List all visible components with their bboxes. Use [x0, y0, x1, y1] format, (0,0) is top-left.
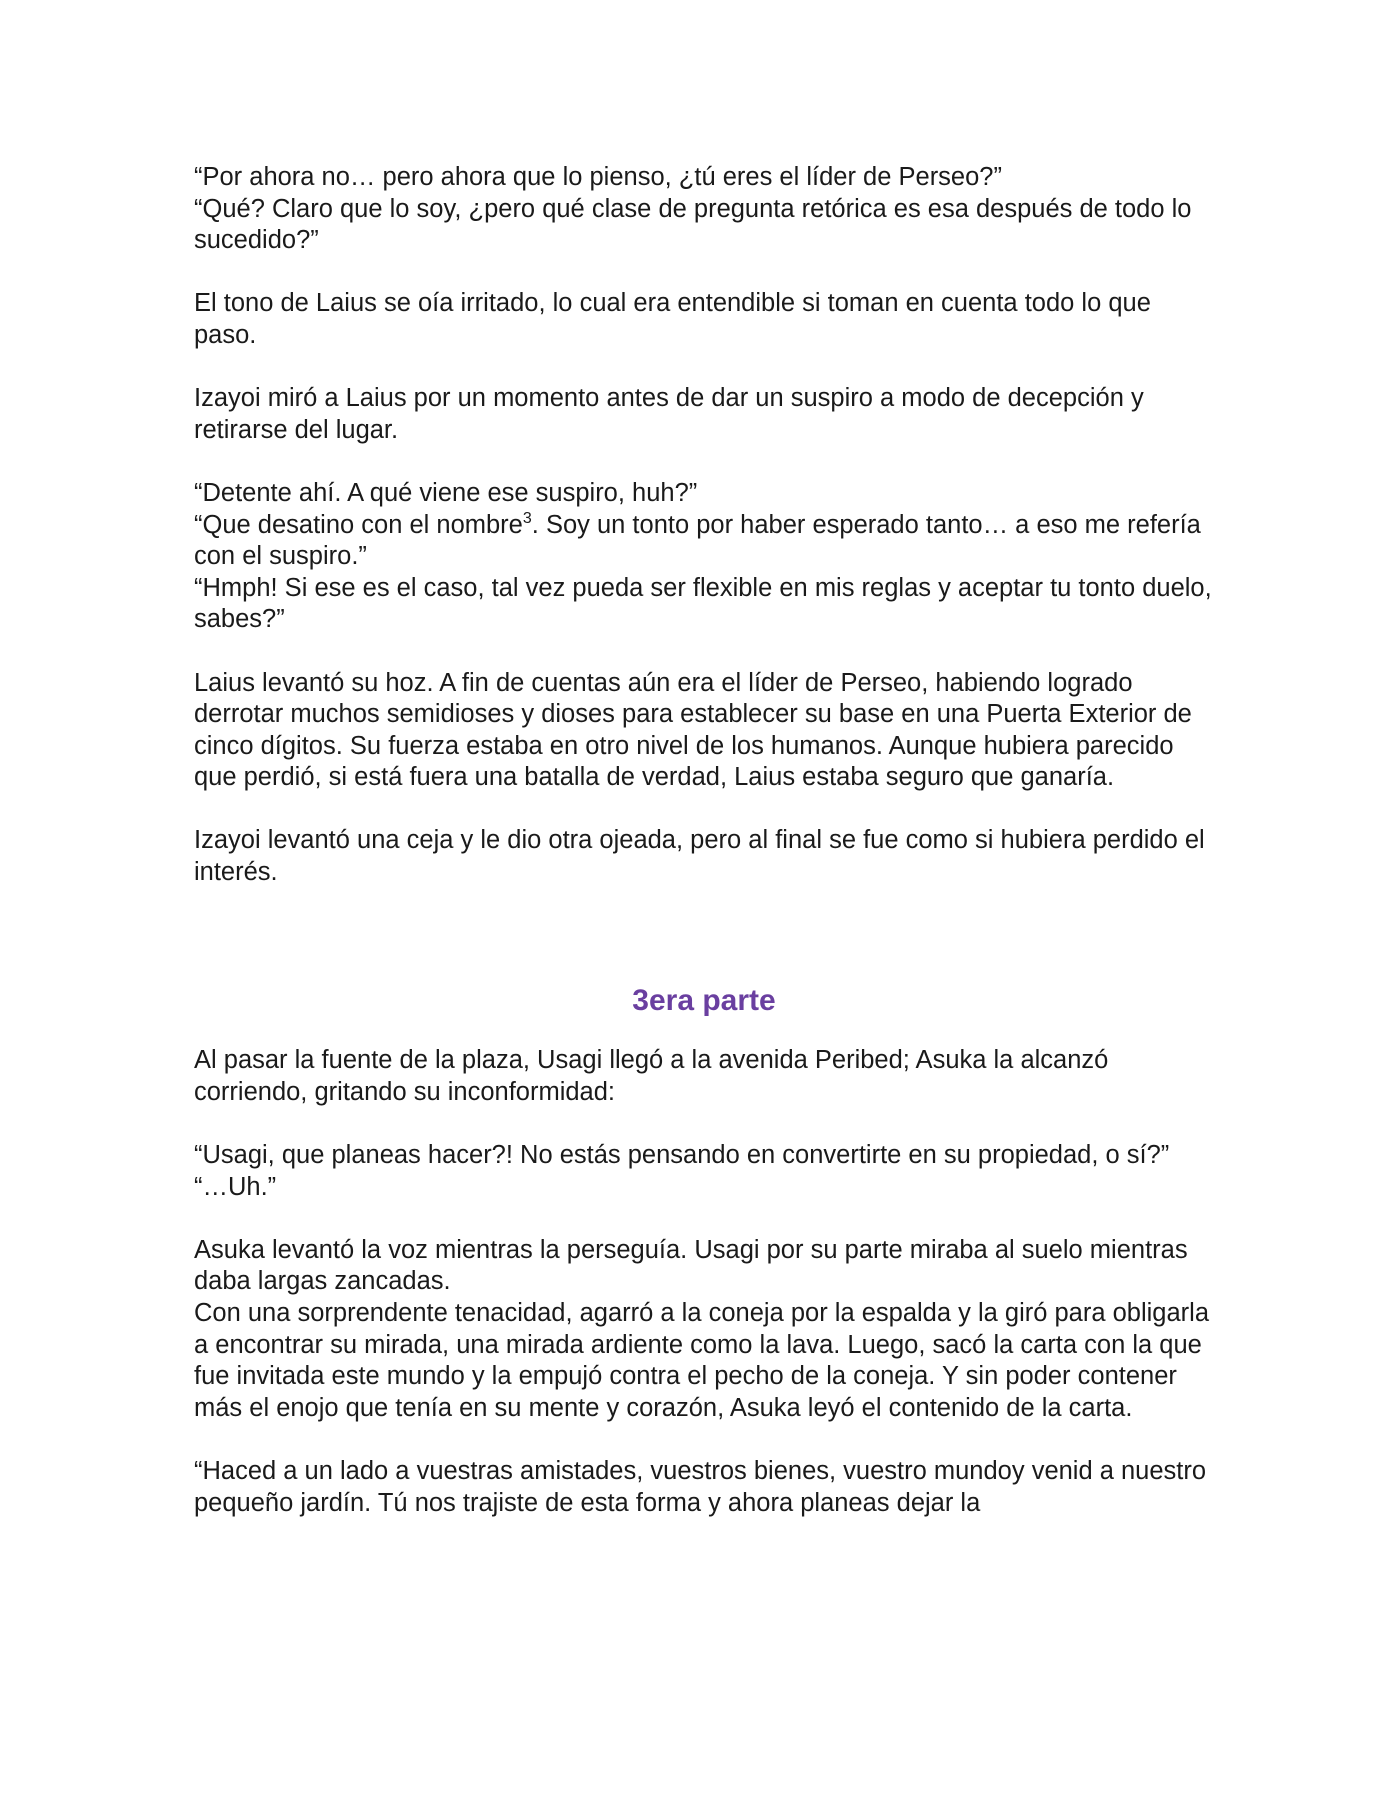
- paragraph: [194, 1235, 1214, 1425]
- paragraph: [194, 478, 1214, 636]
- paragraph: [194, 383, 1214, 446]
- narration-line: El tono de Laius se oía irritado, lo cual era entendible si toman en cuenta todo lo que paso.: [194, 289, 1151, 349]
- paragraph: [194, 1140, 1214, 1203]
- narration-line: Con una sorprendente tenacidad, agarró a la coneja por la espalda y la giró para obligarla a encontrar su mirada, una mirada ardiente como la lava. Luego, sacó la carta con la que fue invitada este mundo y la empujó contra el pecho de la coneja. Y sin poder contener más el enojo que tenía en su mente y corazón, Asuka leyó el contenido de la carta.: [194, 1299, 1210, 1422]
- narration-line: Laius levantó su hoz. A fin de cuentas aún era el líder de Perseo, habiendo logrado derrotar muchos semidioses y dioses para establecer su base en una Puerta Exterior de cinco dígitos. Su fuerza estaba en otro nivel de los humanos. Aunque hubiera parecido que perdió, si está fuera una batalla de verdad, Laius estaba seguro que ganaría.: [194, 668, 1192, 792]
- section-heading: 3era parte: [632, 984, 776, 1018]
- paragraph: [194, 288, 1214, 351]
- narration-line: Al pasar la fuente de la plaza, Usagi llegó a la avenida Peribed; Asuka la alcanzó corriendo, gritando su inconformidad:: [194, 1046, 1109, 1106]
- narration-line: Asuka levantó la voz mientras la perseguía. Usagi por su parte miraba al suelo mientras daba largas zancadas.: [194, 1235, 1188, 1296]
- dialogue-line: “…Uh.”: [194, 1172, 277, 1201]
- text-before-heading: [194, 162, 1214, 889]
- footnote-marker: 3: [522, 509, 532, 527]
- narration-line: Izayoi levantó una ceja y le dio otra ojeada, pero al final se fue como si hubiera perdido el interés.: [194, 826, 1205, 887]
- dialogue-line: “Por ahora no… pero ahora que lo pienso, ¿tú eres el líder de Perseo?”: [194, 163, 1002, 191]
- paragraph: [194, 1045, 1214, 1108]
- text-after-heading: [194, 1045, 1214, 1519]
- spacer: [194, 920, 1214, 983]
- document-page: [194, 162, 1214, 1551]
- dialogue-line: “Qué? Claro que lo soy, ¿pero qué clase de pregunta retórica es esa después de todo lo sucedido?”: [194, 194, 1192, 255]
- paragraph: [194, 162, 1214, 257]
- dialogue-line: “Usagi, que planeas hacer?! No estás pensando en convertirte en su propiedad, o sí?”: [194, 1141, 1170, 1170]
- dialogue-line: “Hmph! Si ese es el caso, tal vez pueda ser flexible en mis reglas y aceptar tu tonto duelo, sabes?”: [194, 573, 1212, 634]
- narration-line: Izayoi miró a Laius por un momento antes de dar un suspiro a modo de decepción y retirarse del lugar.: [194, 384, 1144, 444]
- paragraph: [194, 825, 1214, 888]
- paragraph: [194, 668, 1214, 794]
- dialogue-line: [194, 510, 1214, 573]
- dialogue-line: “Detente ahí. A qué viene ese suspiro, huh?”: [194, 478, 698, 507]
- dialogue-line: “Haced a un lado a vuestras amistades, vuestros bienes, vuestro mundoy venid a nuestro pequeño jardín. Tú nos trajiste de esta forma y ahora planeas dejar la: [194, 1456, 1207, 1517]
- dialogue-text: . Soy un tonto por haber esperado tanto… a eso me refería con el suspiro.”: [194, 510, 1201, 571]
- paragraph: [194, 1456, 1214, 1519]
- dialogue-text: “Que desatino con el nombre: [194, 510, 523, 539]
